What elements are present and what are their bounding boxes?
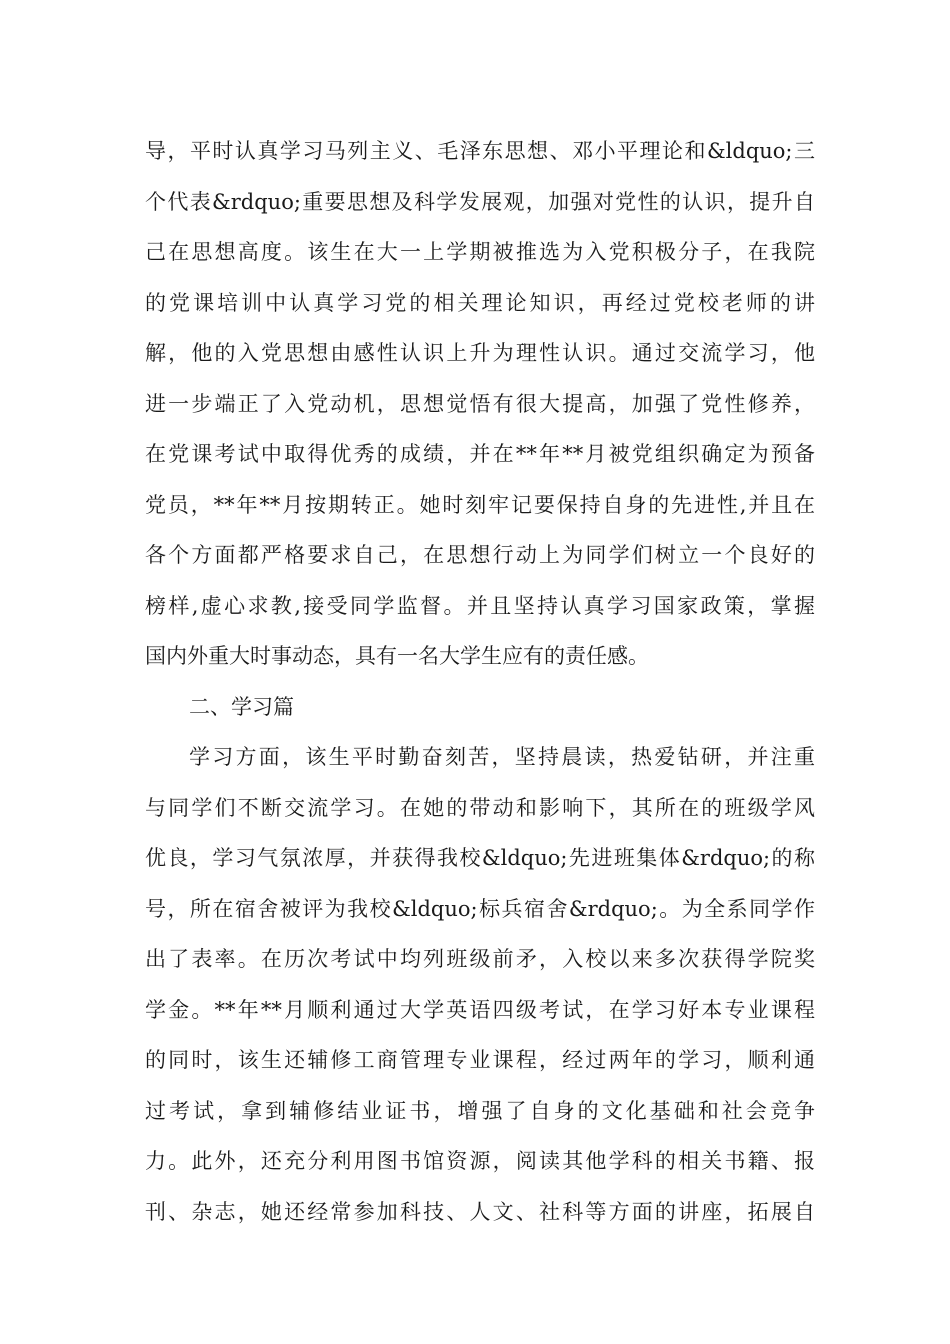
paragraph-line: 在党课考试中取得优秀的成绩，并在**年**月被党组织确定为预备: [145, 442, 815, 466]
paragraph-line: 导，平时认真学习马列主义、毛泽东思想、邓小平理论和&ldquo;三: [145, 139, 815, 163]
paragraph-line: 刊、杂志，她还经常参加科技、人文、社科等方面的讲座，拓展自: [145, 1199, 815, 1224]
paragraph-line: 各个方面都严格要求自己，在思想行动上为同学们树立一个良好的: [145, 543, 815, 567]
paragraph-line: 个代表&rdquo;重要思想及科学发展观，加强对党性的认识，提升自: [145, 189, 815, 214]
paragraph-line: 的党课培训中认真学习党的相关理论知识，再经过党校老师的讲: [145, 290, 815, 315]
paragraph-line: 榜样,虚心求教,接受同学监督。并且坚持认真学习国家政策，掌握: [145, 593, 815, 618]
paragraph-line: 学金。**年**月顺利通过大学英语四级考试，在学习好本专业课程: [145, 997, 815, 1022]
paragraph-line: 号，所在宿舍被评为我校&ldquo;标兵宿舍&rdquo;。为全系同学作: [145, 896, 815, 921]
paragraph-line: 己在思想高度。该生在大一上学期被推选为入党积极分子，在我院: [145, 240, 815, 264]
paragraph-line: 与同学们不断交流学习。在她的带动和影响下，其所在的班级学风: [145, 795, 815, 820]
paragraph-line: 党员，**年**月按期转正。她时刻牢记要保持自身的先进性,并且在: [145, 492, 815, 517]
body-text: [145, 126, 815, 1237]
section-heading: 二、学习篇: [189, 694, 294, 719]
paragraph-line: 过考试，拿到辅修结业证书，增强了自身的文化基础和社会竞争: [145, 1098, 815, 1123]
paragraph-line: 出了表率。在历次考试中均列班级前矛，入校以来多次获得学院奖: [145, 947, 815, 971]
paragraph-line: 国内外重大时事动态，具有一名大学生应有的责任感。: [145, 644, 649, 668]
paragraph-line: 进一步端正了入党动机，思想觉悟有很大提高，加强了党性修养，: [145, 391, 815, 416]
paragraph-line: 学习方面，该生平时勤奋刻苦，坚持晨读，热爱钻研，并注重: [189, 745, 815, 769]
paragraph-line: 解，他的入党思想由感性认识上升为理性认识。通过交流学习，他: [145, 341, 815, 365]
paragraph-line: 力。此外，还充分利用图书馆资源，阅读其他学科的相关书籍、报: [145, 1149, 815, 1173]
paragraph-line: 优良，学习气氛浓厚，并获得我校&ldquo;先进班集体&rdquo;的称: [145, 846, 815, 870]
paragraph-line: 的同时，该生还辅修工商管理专业课程，经过两年的学习，顺利通: [145, 1048, 815, 1072]
